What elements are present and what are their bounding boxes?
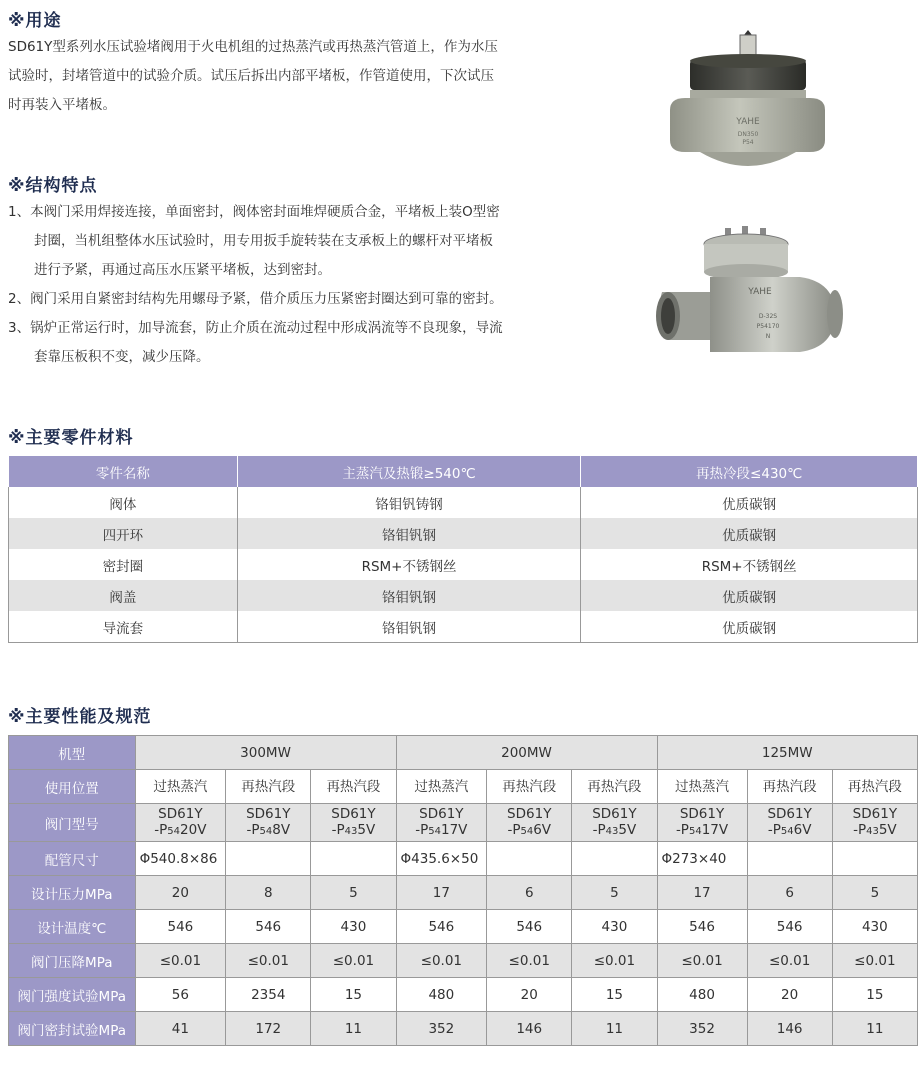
valve-code-subscript: 43 bbox=[866, 825, 879, 837]
positions-cell: 再热汽段 bbox=[572, 770, 657, 804]
table-cell: RSM+不锈钢丝 bbox=[237, 549, 581, 580]
pressure-cell: 5 bbox=[572, 876, 657, 910]
valve-code-prefix: -P bbox=[154, 821, 168, 838]
valve-type-cell bbox=[657, 804, 747, 842]
valve-type-code bbox=[833, 822, 917, 840]
valve-code-suffix: 8V bbox=[272, 821, 291, 838]
valve-photo-top bbox=[660, 30, 840, 180]
empty-cell bbox=[226, 842, 311, 876]
row-header: 阀门压降MPa bbox=[9, 944, 136, 978]
usage-line: 试验时，封堵管道中的试验介质。试压后拆出内部平堵板，作管道使用，下次试压 bbox=[8, 68, 494, 84]
valve-type-cell bbox=[226, 804, 311, 842]
model-cell: 125MW bbox=[657, 736, 918, 770]
row-header: 配管尺寸 bbox=[9, 842, 136, 876]
positions-cell: 再热汽段 bbox=[226, 770, 311, 804]
table-cell: 铬钼钒钢 bbox=[237, 580, 581, 611]
pressure-cell: 6 bbox=[487, 876, 572, 910]
photo-brand: YAHE bbox=[736, 117, 760, 127]
strength-cell: 15 bbox=[832, 978, 917, 1012]
strength-cell: 15 bbox=[572, 978, 657, 1012]
materials-table bbox=[8, 456, 918, 643]
table-row bbox=[9, 487, 918, 518]
pipe-size-cell: Φ273×40 bbox=[657, 842, 747, 876]
valve-code-prefix: -P bbox=[507, 821, 521, 838]
temp-cell: 546 bbox=[396, 910, 487, 944]
table-cell: 铬钼钒钢 bbox=[237, 611, 581, 643]
drop-cell: ≤0.01 bbox=[135, 944, 226, 978]
drop-cell: ≤0.01 bbox=[657, 944, 747, 978]
valve-code-suffix: 20V bbox=[180, 821, 207, 838]
valve-type-code bbox=[226, 822, 310, 840]
table-row bbox=[9, 944, 918, 978]
valve-type-top: SD61Y bbox=[852, 805, 898, 822]
features-title: ※结构特点 bbox=[8, 176, 98, 196]
empty-cell bbox=[487, 842, 572, 876]
materials-title: ※主要零件材料 bbox=[8, 428, 134, 448]
positions-cell: 过热蒸汽 bbox=[396, 770, 487, 804]
column-header: 零件名称 bbox=[9, 456, 238, 487]
row-header: 设计压力MPa bbox=[9, 876, 136, 910]
feature-line: 3、锅炉正常运行时，加导流套，防止介质在流动过程中形成涡流等不良现象，导流 bbox=[8, 320, 503, 336]
pressure-cell: 8 bbox=[226, 876, 311, 910]
valve-code-suffix: 5V bbox=[878, 821, 897, 838]
valve-type-top: SD61Y bbox=[767, 805, 812, 822]
table-row bbox=[9, 518, 918, 549]
pressure-cell: 17 bbox=[657, 876, 747, 910]
valve-code-prefix: -P bbox=[767, 821, 781, 838]
valve-type-top: SD61Y bbox=[246, 805, 291, 822]
valve-code-suffix: 5V bbox=[357, 821, 376, 838]
drop-cell: ≤0.01 bbox=[747, 944, 832, 978]
strength-cell: 56 bbox=[135, 978, 226, 1012]
valve-type-top: SD61Y bbox=[507, 805, 552, 822]
row-header: 阀门强度试验MPa bbox=[9, 978, 136, 1012]
valve-type-top: SD61Y bbox=[158, 805, 203, 822]
photo-mark: DN350 bbox=[737, 131, 759, 138]
table-cell: 密封圈 bbox=[9, 549, 238, 580]
drop-cell: ≤0.01 bbox=[226, 944, 311, 978]
pipe-size-cell: Φ435.6×50 bbox=[396, 842, 487, 876]
drop-cell: ≤0.01 bbox=[311, 944, 396, 978]
valve-code-prefix: -P bbox=[592, 821, 606, 838]
table-cell: 铬钼钒钢 bbox=[237, 518, 581, 549]
row-header: 设计温度℃ bbox=[9, 910, 136, 944]
valve-code-prefix: -P bbox=[415, 821, 429, 838]
usage-line: 时再装入平堵板。 bbox=[8, 97, 116, 113]
empty-cell bbox=[832, 842, 917, 876]
valve-code-suffix: 6V bbox=[533, 821, 552, 838]
performance-title: ※主要性能及规范 bbox=[8, 707, 152, 727]
valve-code-suffix: 17V bbox=[441, 821, 468, 838]
valve-type-code bbox=[487, 822, 571, 840]
valve-code-subscript: 54 bbox=[428, 825, 441, 837]
photo-mark: P54170 bbox=[756, 323, 780, 330]
pressure-cell: 6 bbox=[747, 876, 832, 910]
valve-type-top: SD61Y bbox=[679, 805, 725, 822]
seal-cell: 11 bbox=[572, 1012, 657, 1046]
strength-cell: 15 bbox=[311, 978, 396, 1012]
table-header-row bbox=[9, 456, 918, 487]
valve-type-top: SD61Y bbox=[331, 805, 376, 822]
valve-type-top: SD61Y bbox=[419, 805, 464, 822]
table-cell: 优质碳钢 bbox=[581, 580, 918, 611]
seal-cell: 352 bbox=[657, 1012, 747, 1046]
drop-cell: ≤0.01 bbox=[396, 944, 487, 978]
drop-cell: ≤0.01 bbox=[572, 944, 657, 978]
photo-brand: YAHE bbox=[748, 287, 772, 297]
positions-cell: 过热蒸汽 bbox=[135, 770, 226, 804]
photo-mark: D-32S bbox=[758, 313, 778, 320]
strength-cell: 20 bbox=[747, 978, 832, 1012]
valve-photo-bottom bbox=[650, 222, 850, 372]
valve-type-cell bbox=[832, 804, 917, 842]
valve-type-code bbox=[311, 822, 395, 840]
valve-code-prefix: -P bbox=[853, 821, 867, 838]
valve-code-prefix: -P bbox=[331, 821, 345, 838]
valve-code-subscript: 43 bbox=[344, 825, 358, 837]
row-header: 使用位置 bbox=[9, 770, 136, 804]
strength-cell: 480 bbox=[657, 978, 747, 1012]
pressure-cell: 5 bbox=[311, 876, 396, 910]
table-row bbox=[9, 978, 918, 1012]
valve-type-cell bbox=[572, 804, 657, 842]
table-cell: RSM+不锈钢丝 bbox=[581, 549, 918, 580]
feature-line: 1、本阀门采用焊接连接，单面密封，阀体密封面堆焊硬质合金，平堵板上装O型密 bbox=[8, 204, 500, 220]
temp-cell: 546 bbox=[135, 910, 226, 944]
temp-cell: 430 bbox=[311, 910, 396, 944]
valve-type-cell bbox=[747, 804, 832, 842]
valve-code-subscript: 54 bbox=[167, 825, 181, 837]
valve-code-suffix: 17V bbox=[701, 821, 729, 838]
seal-cell: 11 bbox=[311, 1012, 396, 1046]
positions-cell: 再热汽段 bbox=[747, 770, 832, 804]
valve-code-subscript: 43 bbox=[605, 825, 619, 837]
temp-cell: 546 bbox=[487, 910, 572, 944]
table-cell: 阀体 bbox=[9, 487, 238, 518]
table-cell: 阀盖 bbox=[9, 580, 238, 611]
valve-type-code bbox=[397, 822, 487, 840]
table-row bbox=[9, 580, 918, 611]
pressure-cell: 17 bbox=[396, 876, 487, 910]
column-header: 再热冷段≤430℃ bbox=[581, 456, 918, 487]
positions-cell: 过热蒸汽 bbox=[657, 770, 747, 804]
model-cell: 200MW bbox=[396, 736, 657, 770]
feature-line: 2、阀门采用自紧密封结构先用螺母予紧，借介质压力压紧密封圈达到可靠的密封。 bbox=[8, 291, 503, 307]
valve-code-subscript: 54 bbox=[520, 825, 534, 837]
column-header: 主蒸汽及热锻≥540℃ bbox=[237, 456, 581, 487]
row-header: 阀门型号 bbox=[9, 804, 136, 842]
table-cell: 导流套 bbox=[9, 611, 238, 643]
valve-type-cell bbox=[487, 804, 572, 842]
valve-type-top: SD61Y bbox=[592, 805, 637, 822]
table-row bbox=[9, 910, 918, 944]
temp-cell: 546 bbox=[657, 910, 747, 944]
strength-cell: 2354 bbox=[226, 978, 311, 1012]
table-cell: 优质碳钢 bbox=[581, 487, 918, 518]
valve-code-suffix: 6V bbox=[793, 821, 812, 838]
valve-type-code bbox=[572, 822, 656, 840]
strength-cell: 20 bbox=[487, 978, 572, 1012]
valve-code-subscript: 54 bbox=[259, 825, 273, 837]
pipe-size-cell: Φ540.8×86 bbox=[135, 842, 226, 876]
valve-code-subscript: 54 bbox=[780, 825, 794, 837]
positions-cell: 再热汽段 bbox=[311, 770, 396, 804]
temp-cell: 546 bbox=[226, 910, 311, 944]
empty-cell bbox=[572, 842, 657, 876]
feature-line: 套靠压板积不变，减少压降。 bbox=[34, 349, 210, 365]
temp-cell: 546 bbox=[747, 910, 832, 944]
valve-type-code bbox=[658, 822, 747, 840]
table-cell: 铬钼钒铸钢 bbox=[237, 487, 581, 518]
seal-cell: 11 bbox=[832, 1012, 917, 1046]
features-text bbox=[8, 198, 553, 372]
performance-table bbox=[8, 735, 918, 1046]
row-header: 机型 bbox=[9, 736, 136, 770]
seal-cell: 41 bbox=[135, 1012, 226, 1046]
table-row bbox=[9, 611, 918, 643]
table-row bbox=[9, 804, 918, 842]
feature-line: 封圈，当机组整体水压试验时，用专用扳手旋转装在支承板上的螺杆对平堵板 bbox=[34, 233, 493, 249]
usage-line: SD61Y型系列水压试验堵阀用于火电机组的过热蒸汽或再热蒸汽管道上，作为水压 bbox=[8, 39, 498, 55]
table-row bbox=[9, 876, 918, 910]
seal-cell: 352 bbox=[396, 1012, 487, 1046]
table-row bbox=[9, 770, 918, 804]
pressure-cell: 5 bbox=[832, 876, 917, 910]
seal-cell: 146 bbox=[747, 1012, 832, 1046]
valve-type-cell bbox=[311, 804, 396, 842]
table-row bbox=[9, 549, 918, 580]
seal-cell: 172 bbox=[226, 1012, 311, 1046]
drop-cell: ≤0.01 bbox=[832, 944, 917, 978]
temp-cell: 430 bbox=[572, 910, 657, 944]
photo-mark: N bbox=[765, 333, 771, 340]
usage-title: ※用途 bbox=[8, 11, 62, 31]
pressure-cell: 20 bbox=[135, 876, 226, 910]
empty-cell bbox=[311, 842, 396, 876]
strength-cell: 480 bbox=[396, 978, 487, 1012]
temp-cell: 430 bbox=[832, 910, 917, 944]
bolt-icon bbox=[744, 30, 752, 35]
table-cell: 四开环 bbox=[9, 518, 238, 549]
valve-code-prefix: -P bbox=[675, 821, 689, 838]
valve-type-code bbox=[136, 822, 226, 840]
positions-cell: 再热汽段 bbox=[832, 770, 917, 804]
table-cell: 优质碳钢 bbox=[581, 518, 918, 549]
row-header: 阀门密封试验MPa bbox=[9, 1012, 136, 1046]
feature-line: 进行予紧，再通过高压水压紧平堵板，达到密封。 bbox=[34, 262, 331, 278]
table-cell: 优质碳钢 bbox=[581, 611, 918, 643]
model-cell: 300MW bbox=[135, 736, 396, 770]
usage-text bbox=[8, 33, 548, 120]
empty-cell bbox=[747, 842, 832, 876]
positions-cell: 再热汽段 bbox=[487, 770, 572, 804]
drop-cell: ≤0.01 bbox=[487, 944, 572, 978]
table-row bbox=[9, 842, 918, 876]
valve-code-prefix: -P bbox=[246, 821, 260, 838]
valve-code-suffix: 5V bbox=[618, 821, 637, 838]
seal-cell: 146 bbox=[487, 1012, 572, 1046]
valve-type-cell bbox=[396, 804, 487, 842]
table-row bbox=[9, 736, 918, 770]
valve-code-subscript: 54 bbox=[688, 825, 702, 837]
table-row bbox=[9, 1012, 918, 1046]
photo-mark: P54 bbox=[742, 139, 754, 146]
valve-type-cell bbox=[135, 804, 226, 842]
valve-type-code bbox=[748, 822, 832, 840]
